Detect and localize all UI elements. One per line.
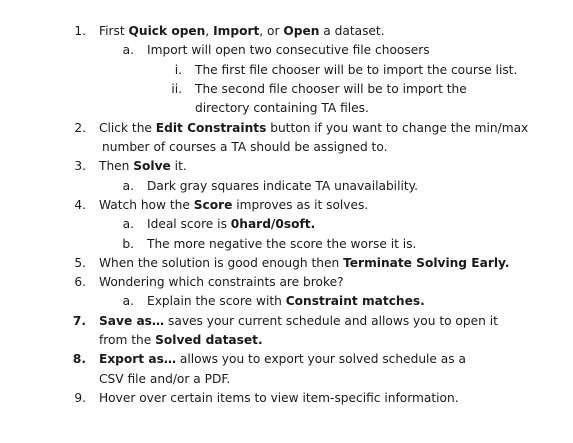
list-item-4: Watch how the Score improves as it solves. (99, 198, 369, 212)
list-subsubitem-continued: directory containing TA files. (195, 101, 369, 115)
list-number: 6. (74, 275, 86, 289)
list-number: 4. (74, 198, 86, 212)
list-sub-number: a. (122, 43, 134, 57)
list-number: 3. (74, 159, 86, 173)
list-item-2-continued: number of courses a TA should be assigned to. (102, 140, 388, 154)
list-subitem: Import will open two consecutive file choosers (147, 43, 430, 57)
list-sub-number: a. (122, 179, 134, 193)
list-item-7: Save as… saves your current schedule and allows you to open it (99, 314, 498, 328)
list-subsubitem: The first file chooser will be to import the course list. (195, 63, 518, 77)
list-item-8-continued: CSV file and/or a PDF. (99, 372, 231, 386)
list-number: 5. (74, 256, 86, 270)
list-number: 9. (74, 391, 86, 405)
list-subitem: The more negative the score the worse it is. (147, 237, 417, 251)
list-number: 2. (74, 121, 86, 135)
list-subsub-number: i. (174, 63, 182, 77)
list-subitem: Explain the score with Constraint matches. (147, 294, 425, 308)
list-item-5: When the solution is good enough then Terminate Solving Early. (99, 256, 510, 270)
list-subitem: Ideal score is 0hard/0soft. (147, 217, 316, 231)
list-item-7-continued: from the Solved dataset. (99, 333, 263, 347)
list-number: 7. (72, 314, 86, 328)
list-item-8: Export as… allows you to export your solved schedule as a (99, 352, 466, 366)
list-subsub-number: ii. (171, 82, 182, 96)
list-number: 8. (72, 352, 86, 366)
list-item-3: Then Solve it. (99, 159, 187, 173)
list-item-2: Click the Edit Constraints button if you want to change the min/max (99, 121, 529, 135)
list-number: 1. (74, 24, 86, 38)
list-sub-number: a. (122, 217, 134, 231)
list-item-9: Hover over certain items to view item-specific information. (99, 391, 459, 405)
list-item-6: Wondering which constraints are broke? (99, 275, 344, 289)
list-sub-number: a. (122, 294, 134, 308)
list-item-1: First Quick open, Import, or Open a dataset. (99, 24, 385, 38)
list-subitem: Dark gray squares indicate TA unavailability. (147, 179, 418, 193)
list-sub-number: b. (122, 237, 134, 251)
list-subsubitem: The second file chooser will be to import the (195, 82, 467, 96)
